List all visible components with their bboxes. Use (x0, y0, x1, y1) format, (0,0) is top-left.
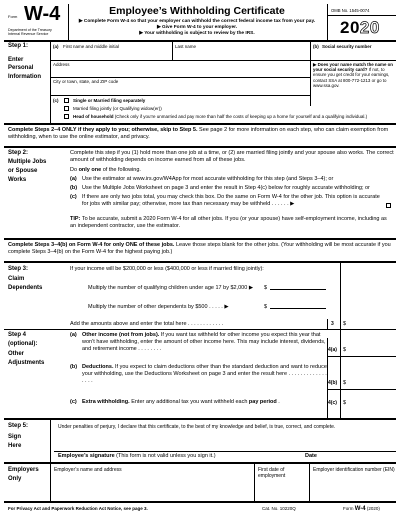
step4-c-text: Extra withholding. Enter any additional tax you want withheld each pay period . (82, 399, 280, 405)
first-date-label: First date of employment (258, 467, 286, 480)
instruction-1: ▶ Complete Form W-4 so that your employer can withhold the correct federal income tax from your pay. (78, 19, 316, 24)
employer-name-field[interactable] (54, 474, 252, 498)
step3-dependents: Dependents (8, 285, 43, 291)
step1-personal: Personal (8, 65, 34, 71)
perjury-statement: Under penalties of perjury, I declare that this certificate, to the best of my knowledge and belief, is true, correct, and complete. (58, 424, 336, 430)
other-dependents-field[interactable] (270, 303, 326, 309)
step3-children: Multiply the number of qualifying children under age 17 by $2,000 ▶ (88, 285, 254, 291)
line-4a-field[interactable] (350, 345, 394, 355)
employers-only-label: Only (8, 476, 22, 482)
form-name: W-4 (24, 3, 61, 25)
single-label: Single or Married filing separately (73, 98, 146, 103)
step2-multiple: Multiple Jobs (8, 159, 47, 165)
step4-b-text: Deductions. If you expect to claim deductions other than the standard deduction and want to reduce your withholding, use the Deductions Worksheet on page 3 and enter the result here . . . . . . . . . . . . . . . . . (82, 364, 327, 384)
line-3-number: 3 (331, 321, 334, 327)
step2-label: Step 2: (8, 150, 29, 156)
first-name-label: First name and middle initial (63, 44, 120, 49)
omb-number: OMB No. 1545-0074 (331, 8, 370, 13)
hoh-checkbox[interactable] (64, 114, 69, 119)
city-field[interactable] (53, 85, 308, 93)
line-3-total-field[interactable] (350, 319, 394, 329)
footer-form-id: Form W-4 (2020) (343, 506, 380, 512)
step2-do-only: Do only one of the following. (70, 167, 141, 173)
form-label: Form (8, 14, 18, 19)
instruction-3: ▶ Your withholding is subject to review by the IRS. (139, 31, 255, 36)
tax-year: 2020 (340, 18, 380, 37)
catalog-number: Cat. No. 10220Q (262, 506, 296, 511)
step2-option-a: Use the estimator at www.irs.gov/W4App for most accurate withholding for this step (and Steps 3–4); or (82, 176, 334, 182)
address-field[interactable] (53, 68, 308, 76)
step4-optional: (optional): (8, 341, 38, 347)
single-checkbox[interactable] (64, 98, 69, 103)
first-date-field[interactable] (258, 481, 306, 498)
last-name-field[interactable] (175, 50, 308, 59)
step3-label: Step 3: (8, 266, 29, 272)
employers-label: Employers (8, 467, 39, 473)
form-title: Employee’s Withholding Certificate (109, 5, 285, 17)
step3-income: If your income will be $200,000 or less ($400,000 or less if married filing jointly): (70, 266, 264, 272)
hoh-label: Head of household (Check only if you’re unmarried and pay more than half the costs of keeping up a home for yourself and a qualifying individual.) (73, 114, 368, 119)
step1-information: Information (8, 74, 41, 80)
signature-label: Employee’s signature (This form is not valid unless you sign it.) (58, 453, 216, 459)
instruction-2: ▶ Give Form W-4 to your employer. (156, 25, 238, 30)
step2-tip: TIP: To be accurate, submit a 2020 Form W-4 for all other jobs. If you (or your spouse) have self-employment income, including as an independent contractor, use the estimator. (70, 216, 387, 229)
employer-name-label: Employer’s name and address (54, 467, 122, 473)
joint-label: Married filing jointly (or Qualifying widow(er)) (73, 106, 162, 111)
date-field[interactable] (305, 432, 393, 450)
step4-other: Other (8, 351, 25, 357)
dept-line2: Internal Revenue Service (8, 32, 49, 36)
joint-checkbox[interactable] (64, 106, 69, 111)
step4-label: Step 4 (8, 332, 27, 338)
step2-or: or Spouse (8, 168, 38, 174)
line-4c-field[interactable] (350, 398, 394, 408)
ein-label: Employer identification number (EIN) (313, 467, 395, 473)
dept-line1: Department of the Treasury (8, 28, 52, 32)
two-jobs-checkbox[interactable] (386, 203, 391, 208)
last-name-label: Last name (175, 44, 197, 49)
date-label: Date (305, 453, 317, 459)
ssn-label: Social security number (322, 44, 372, 49)
children-amount-field[interactable] (270, 284, 326, 290)
first-name-field[interactable] (53, 50, 171, 59)
privacy-notice: For Privacy Act and Paperwork Reduction Act Notice, see page 3. (8, 506, 148, 511)
ssn-field[interactable] (313, 50, 395, 59)
ssn-note: ▶ Does your name match the name on your social security card? If not, to ensure you get credit for your earnings, contact SSA at 800-772-1213 or go to www.ssa.gov. (313, 62, 393, 88)
step3-claim: Claim (8, 276, 25, 282)
address-label: Address (53, 62, 70, 67)
ein-field[interactable] (313, 481, 395, 498)
step2-intro: Complete this step if you (1) hold more than one job at a time, or (2) are married filing jointly and your spouse also works. The correct amount of withholding depends on income earned from all of these jobs. (70, 150, 394, 163)
step5-sign: Sign (8, 434, 21, 440)
step2-works: Works (8, 177, 27, 183)
step3-add: Add the amounts above and enter the total here . . . . . . . . . . . . (70, 321, 224, 327)
line-4b-field[interactable] (350, 378, 394, 388)
complete-steps-note-2: Complete Steps 3–4(b) on Form W-4 for only ONE of these jobs. Leave those steps blank for the other jobs. (Your withholding will be most accurate if you complete Steps 3–4(b) on the Form W-4 for the highest paying job.) (8, 242, 391, 255)
step5-here: Here (8, 443, 22, 449)
step2-option-b: Use the Multiple Jobs Worksheet on page 3 and enter the result in Step 4(c) below for roughly accurate withholding; or (82, 185, 370, 191)
step1-label: Step 1: (8, 43, 29, 49)
step3-other: Multiply the number of other dependents by $500 . . . . . ▶ (88, 304, 229, 310)
step2-option-c: If there are only two jobs total, you may check this box. Do the same on Form W-4 for the other job. This option is accurate for jobs with similar pay; otherwise, more tax than necessary may be withheld . . . . . . ▶ (82, 194, 380, 207)
step5-label: Step 5: (8, 423, 29, 429)
step4-a-text: Other income (not from jobs). If you want tax withheld for other income you expect this year that won’t have withholding, enter the amount of other income here. This may include interest, dividends, and retirement income . . . . . . . . (82, 332, 326, 352)
city-label: City or town, state, and ZIP code (53, 79, 119, 84)
complete-steps-note: Complete Steps 2–4 ONLY if they apply to you; otherwise, skip to Step 5. See page 2 for more information on each step, who can claim exemption from withholding, when to use the online estimator, and privacy. (8, 127, 389, 140)
step1-enter: Enter (8, 57, 24, 63)
signature-field[interactable] (58, 432, 298, 450)
step4-adjustments: Adjustments (8, 360, 45, 366)
